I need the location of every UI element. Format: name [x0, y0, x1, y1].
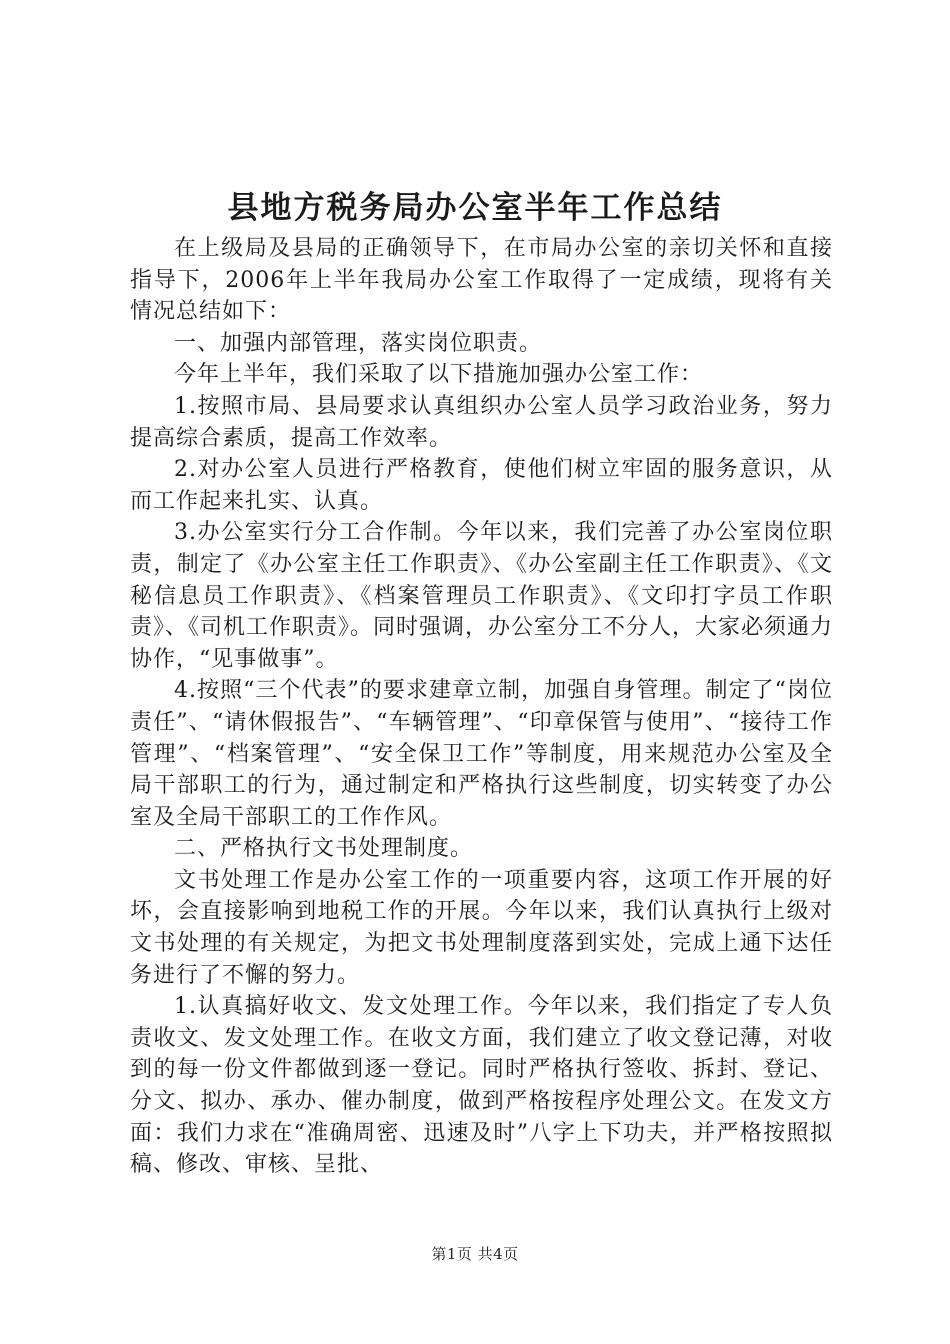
document-title: 县地方税务局办公室半年工作总结 [227, 190, 723, 226]
paragraph: 今年上半年，我们采取了以下措施加强办公室工作： [174, 362, 704, 388]
paragraph: 文书处理工作是办公室工作的一项重要内容，这项工作开展的好坏，会直接影响到地税工作的开展。今年以来，我们认真执行上级对文书处理的有关规定，为把文书处理制度落到实处，完成上通下达任务进行了不懈的努力。 [130, 867, 833, 988]
list-item: 1.按照市局、县局要求认真组织办公室人员学习政治业务，努力提高综合素质，提高工作效率。 [130, 393, 833, 451]
list-item: 4.按照“三个代表”的要求建章立制，加强自身管理。制定了“岗位责任”、“请休假报告”、“车辆管理”、“印章保管与使用”、“接待工作管理”、“档案管理”、“安全保卫工作”等制度，用来规范办公室及全局干部职工的行为，通过制定和严格执行这些制度，切实转变了办公室及全局干部职工的工作作风。 [130, 678, 833, 830]
paragraph-intro: 在上级局及县局的正确领导下，在市局办公室的亲切关怀和直接指导下，2006年上半年我局办公室工作取得了一定成绩，现将有关情况总结如下： [130, 236, 833, 325]
document-body [130, 233, 833, 1181]
list-item: 3.办公室实行分工合作制。今年以来，我们完善了办公室岗位职责，制定了《办公室主任工作职责》、《办公室副主任工作职责》、《文秘信息员工作职责》、《档案管理员工作职责》、《文印打字员工作职责》、《司机工作职责》。同时强调，办公室分工不分人，大家必须通力协作，“见事做事”。 [130, 520, 834, 672]
page-footer: 第1页 共4页 [431, 1245, 519, 1263]
list-item: 1.认真搞好收文、发文处理工作。今年以来，我们指定了专人负责收文、发文处理工作。在收文方面，我们建立了收文登记薄，对收到的每一份文件都做到逐一登记。同时严格执行签收、拆封、登记、分文、拟办、承办、催办制度，做到严格按程序处理公文。在发文方面：我们力求在“准确周密、迅速及时”八字上下功夫，并严格按照拟稿、修改、审核、呈批、 [130, 994, 833, 1178]
section-heading-2: 二、严格执行文书处理制度。 [174, 836, 474, 862]
list-item: 2.对办公室人员进行严格教育，使他们树立牢固的服务意识，从而工作起来扎实、认真。 [130, 457, 833, 514]
section-heading-1: 一、加强内部管理，落实岗位职责。 [174, 330, 543, 356]
